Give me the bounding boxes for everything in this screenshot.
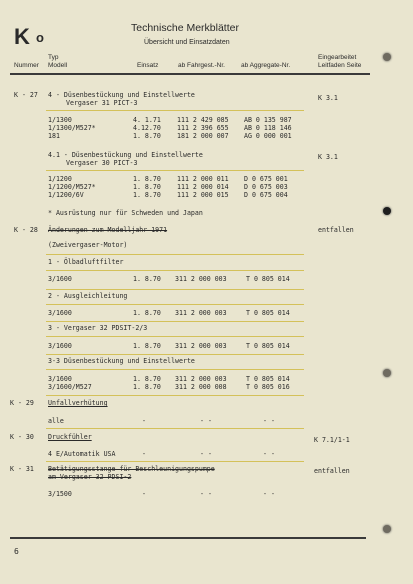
fahrgest: 111 2 000 015 xyxy=(177,191,229,199)
einsatz: 4.12.70 xyxy=(133,124,161,132)
aggregate: AG 0 000 001 xyxy=(244,132,292,140)
model: 1/1200 xyxy=(48,175,72,183)
einsatz: 1. 8.70 xyxy=(133,175,161,183)
fahrgest: 311 2 000 003 xyxy=(175,275,227,283)
fahrgest-dash: - - xyxy=(200,417,212,425)
einsatz: 1. 8.70 xyxy=(133,191,161,199)
footnote: * Ausrüstung nur für Schweden und Japan xyxy=(48,209,203,217)
einsatz: 1. 8.70 xyxy=(133,132,161,140)
fahrgest: 111 2 396 655 xyxy=(177,124,229,132)
section-number: K - 27 xyxy=(14,91,38,99)
fahrgest: 181 2 000 007 xyxy=(177,132,229,140)
fahrgest: 111 2 000 011 xyxy=(177,175,229,183)
fahrgest: 111 2 429 085 xyxy=(177,116,229,124)
aggregate: T 0 805 014 xyxy=(246,342,290,350)
fahrgest: 311 2 000 003 xyxy=(175,309,227,317)
section-divider xyxy=(46,170,304,171)
model: 1/1300/M527* xyxy=(48,124,96,132)
einsatz: 4. 1.71 xyxy=(133,116,161,124)
model: 3/1600 xyxy=(48,309,72,317)
aggregate: AB 0 135 987 xyxy=(244,116,292,124)
col-nummer: Nummer xyxy=(14,62,39,69)
section-number: K - 28 xyxy=(14,226,38,234)
section-title: Änderungen zum Modelljahr 1971 xyxy=(48,226,168,234)
code-suffix: o xyxy=(36,30,44,45)
fahrgest-dash: - - xyxy=(200,450,212,458)
leitfaden-ref: K 3.1 xyxy=(318,153,338,161)
col-aggregate: ab Aggregate-Nr. xyxy=(241,62,291,69)
model: 4 E/Automatik USA xyxy=(48,450,116,458)
section-divider xyxy=(46,395,304,396)
col-typ: Typ xyxy=(48,54,59,61)
aggregate: T 0 805 014 xyxy=(246,275,290,283)
fahrgest: 311 2 000 003 xyxy=(175,375,227,383)
binder-hole xyxy=(383,53,391,61)
aggregate: D 0 675 003 xyxy=(244,183,288,191)
section-number: K - 31 xyxy=(10,465,34,473)
model: 1/1300 xyxy=(48,116,72,124)
einsatz-dash: - xyxy=(142,450,146,458)
model: 1/1200/M527* xyxy=(48,183,96,191)
header-rule xyxy=(10,73,370,75)
code-letter: K xyxy=(14,24,31,49)
aggregate-dash: - - xyxy=(263,417,275,425)
einsatz: 1. 8.70 xyxy=(133,383,161,391)
section-title-line2: Vergaser 30 PICT-3 xyxy=(66,159,138,167)
model: 3/1600 xyxy=(48,375,72,383)
einsatz-dash: - xyxy=(142,490,146,498)
aggregate: T 0 805 014 xyxy=(246,309,290,317)
section-divider xyxy=(46,336,304,337)
binder-hole xyxy=(383,207,391,215)
aggregate-dash: - - xyxy=(263,490,275,498)
aggregate: T 0 805 014 xyxy=(246,375,290,383)
aggregate-dash: - - xyxy=(263,450,275,458)
section-divider xyxy=(46,304,304,305)
fahrgest-dash: - - xyxy=(200,490,212,498)
section-title: 4.1 - Düsenbestückung und Einstellwerte xyxy=(48,151,203,159)
page-title: Technische Merkblätter xyxy=(131,22,239,34)
group-title: 3 - Vergaser 32 PDSIT-2/3 xyxy=(48,324,148,332)
col-leitfaden: Leitfaden Seite xyxy=(318,62,362,69)
section-divider xyxy=(46,270,304,271)
section-title: Unfallverhütung xyxy=(48,399,108,407)
col-modell: Modell xyxy=(48,62,68,69)
binder-hole xyxy=(383,525,391,533)
leitfaden-ref: entfallen xyxy=(318,226,354,234)
aggregate: D 0 675 001 xyxy=(244,175,288,183)
model: 3/1600/M527 xyxy=(48,383,92,391)
section-divider xyxy=(46,461,304,462)
leitfaden-ref: entfallen xyxy=(314,467,350,475)
section-number: K - 29 xyxy=(10,399,34,407)
col-einsatz: Einsatz xyxy=(137,62,159,69)
section-divider xyxy=(46,369,304,370)
leitfaden-ref: K 7.1/1-1 xyxy=(314,436,350,444)
fahrgest: 311 2 000 008 xyxy=(175,383,227,391)
col-eingearbeitet: Eingearbeitet xyxy=(318,54,357,61)
model: 3/1500 xyxy=(48,490,72,498)
model: 3/1600 xyxy=(48,275,72,283)
section-subtitle: (Zweivergaser-Motor) xyxy=(48,241,128,249)
section-divider xyxy=(46,254,304,255)
section-title-line2: Vergaser 31 PICT-3 xyxy=(66,99,138,107)
model: 3/1600 xyxy=(48,342,72,350)
model: 181 xyxy=(48,132,60,140)
section-divider xyxy=(46,289,304,290)
einsatz-dash: - xyxy=(142,417,146,425)
leitfaden-ref: K 3.1 xyxy=(318,94,338,102)
section-divider xyxy=(46,110,304,111)
einsatz: 1. 8.70 xyxy=(133,183,161,191)
fahrgest: 111 2 000 014 xyxy=(177,183,229,191)
aggregate: T 0 805 016 xyxy=(246,383,290,391)
section-title-line2: am Vergaser 32 PDSI-2 xyxy=(48,473,132,481)
section-title: Druckfühler xyxy=(48,433,92,441)
einsatz: 1. 8.70 xyxy=(133,275,161,283)
model: 1/1200/6V xyxy=(48,191,84,199)
group-title: 3-3 Düsenbestückung und Einstellwerte xyxy=(48,357,195,365)
section-title: Betätigungsstange für Beschleunigungspumpe xyxy=(48,465,215,473)
section-number: K - 30 xyxy=(10,433,34,441)
section-divider xyxy=(46,428,304,429)
col-fahrgest: ab Fahrgest.-Nr. xyxy=(178,62,225,69)
page-number: 6 xyxy=(14,547,19,556)
group-title: 2 - Ausgleichleitung xyxy=(48,292,128,300)
aggregate: AB 0 118 146 xyxy=(244,124,292,132)
einsatz: 1. 8.70 xyxy=(133,309,161,317)
einsatz: 1. 8.70 xyxy=(133,375,161,383)
footer-rule xyxy=(10,537,366,539)
section-divider xyxy=(46,354,304,355)
section-divider xyxy=(46,321,304,322)
einsatz: 1. 8.70 xyxy=(133,342,161,350)
model: alle xyxy=(48,417,64,425)
fahrgest: 311 2 000 003 xyxy=(175,342,227,350)
page-subtitle: Übersicht und Einsatzdaten xyxy=(144,39,230,46)
aggregate: D 0 675 004 xyxy=(244,191,288,199)
group-title: 1 - Ölbadluftfilter xyxy=(48,258,124,266)
section-title: 4 - Düsenbestückung und Einstellwerte xyxy=(48,91,195,99)
binder-hole xyxy=(383,369,391,377)
